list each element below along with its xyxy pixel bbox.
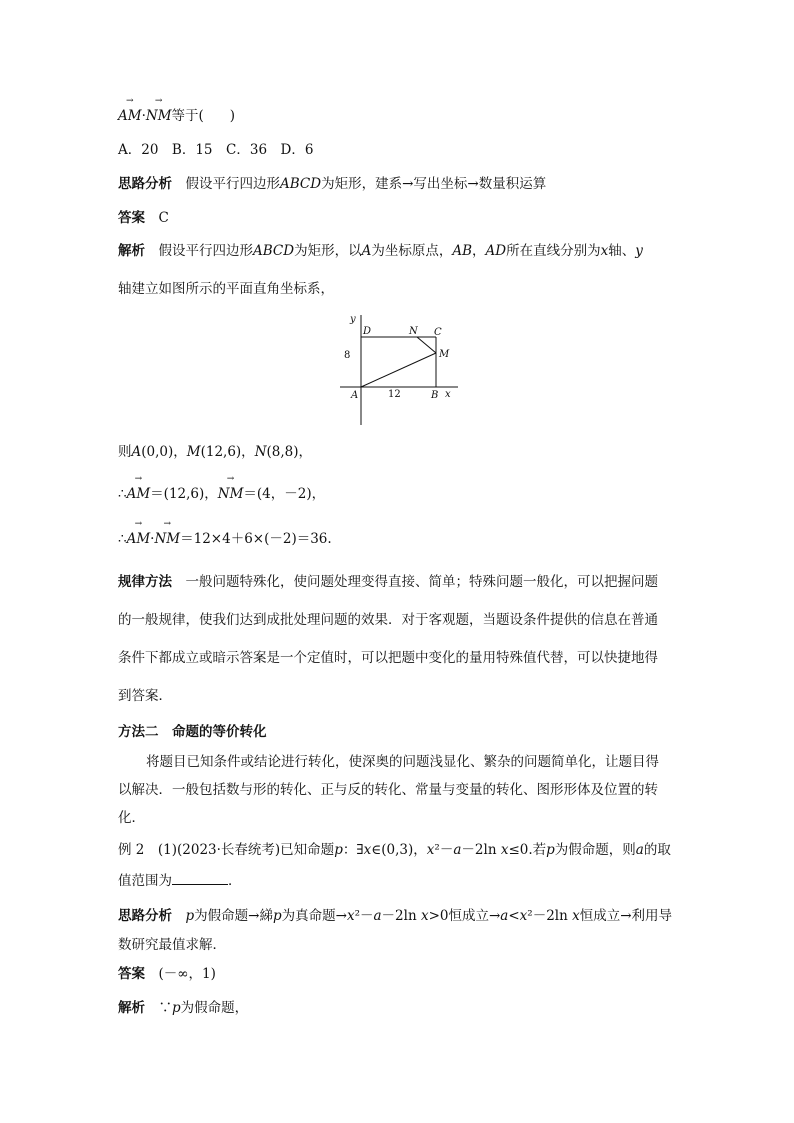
dot-product-line: ∴→ AM·→ NM＝12×4＋6×(－2)＝36. <box>118 527 332 547</box>
label-8: 8 <box>344 350 351 361</box>
options-line: A．20 B．15 C．36 D．6 <box>118 142 314 158</box>
method-line-3: 条件下都成立或暗示答案是一个定值时，可以把题中变化的量用特殊值代替，可以快捷地得 <box>118 650 658 666</box>
label-b: B <box>431 390 439 401</box>
example2-line-2: 值范围为 ． <box>118 873 242 889</box>
question-tail: → AM·→ NM等于( ) <box>118 104 235 124</box>
analysis-line: 思路分析 假设平行四边形ABCD为矩形，建系→写出坐标→数量积运算 <box>118 176 547 192</box>
label-x: x <box>445 389 451 400</box>
label-d: D <box>363 326 372 337</box>
analysis2-line-1: 思路分析 p为假命题→綈p为真命题→x²－a－2ln x>0恒成立→a<x²－2ln x恒成立→利用导 <box>118 908 673 924</box>
para-line-3: 化． <box>118 810 145 826</box>
answer-blank[interactable] <box>172 872 228 885</box>
solution-line-1: 解析 假设平行四边形ABCD为矩形，以A为坐标原点，AB，AD所在直线分别为x轴、y <box>118 243 643 259</box>
method-line-2: 的一般规律，使我们达到成批处理问题的效果．对于客观题，当题设条件提供的信息在普通 <box>118 612 658 628</box>
answer-line: 答案 C <box>118 210 169 226</box>
label-y: y <box>350 314 356 325</box>
para-line-2: 以解决．一般包括数与形的转化、正与反的转化、常量与变量的转化、图形形体及位置的转 <box>118 782 658 798</box>
coordinate-figure <box>330 305 465 430</box>
label-n: N <box>409 326 418 337</box>
section-title: 方法二 命题的等价转化 <box>118 724 267 740</box>
method-line-1: 规律方法 一般问题特殊化，使问题处理变得直接、简单；特殊问题一般化，可以把握问题 <box>118 574 658 590</box>
vectors-line: ∴→ AM＝(12,6)，→ NM＝(4，－2)， <box>118 482 325 502</box>
example2-line-1: 例 2 (1)(2023·长春统考)已知命题p：∃x∈(0,3)，x²－a－2ln x≤0.若p为假命题，则a的取 <box>118 842 671 858</box>
segment-nm <box>417 337 436 353</box>
vector-am: → AM <box>118 108 142 124</box>
coords-line: 则A(0,0)，M(12,6)，N(8,8)， <box>118 444 313 460</box>
label-a: A <box>351 390 359 401</box>
vector-nm: → NM <box>146 108 172 124</box>
analysis2-line-2: 数研究最值求解． <box>118 937 226 953</box>
solution2-line: 解析 ∵p为假命题， <box>118 1000 249 1016</box>
answer2-line: 答案 (－∞，1) <box>118 966 216 982</box>
method-line-4: 到答案． <box>118 688 172 704</box>
segment-am <box>361 353 436 387</box>
label-12: 12 <box>388 389 401 400</box>
solution-line-2: 轴建立如图所示的平面直角坐标系， <box>118 281 334 297</box>
label-m: M <box>439 349 450 360</box>
para-line-1: 将题目已知条件或结论进行转化，使深奥的问题浅显化、繁杂的问题简单化，让题目得 <box>146 754 659 770</box>
label-c: C <box>434 327 442 338</box>
